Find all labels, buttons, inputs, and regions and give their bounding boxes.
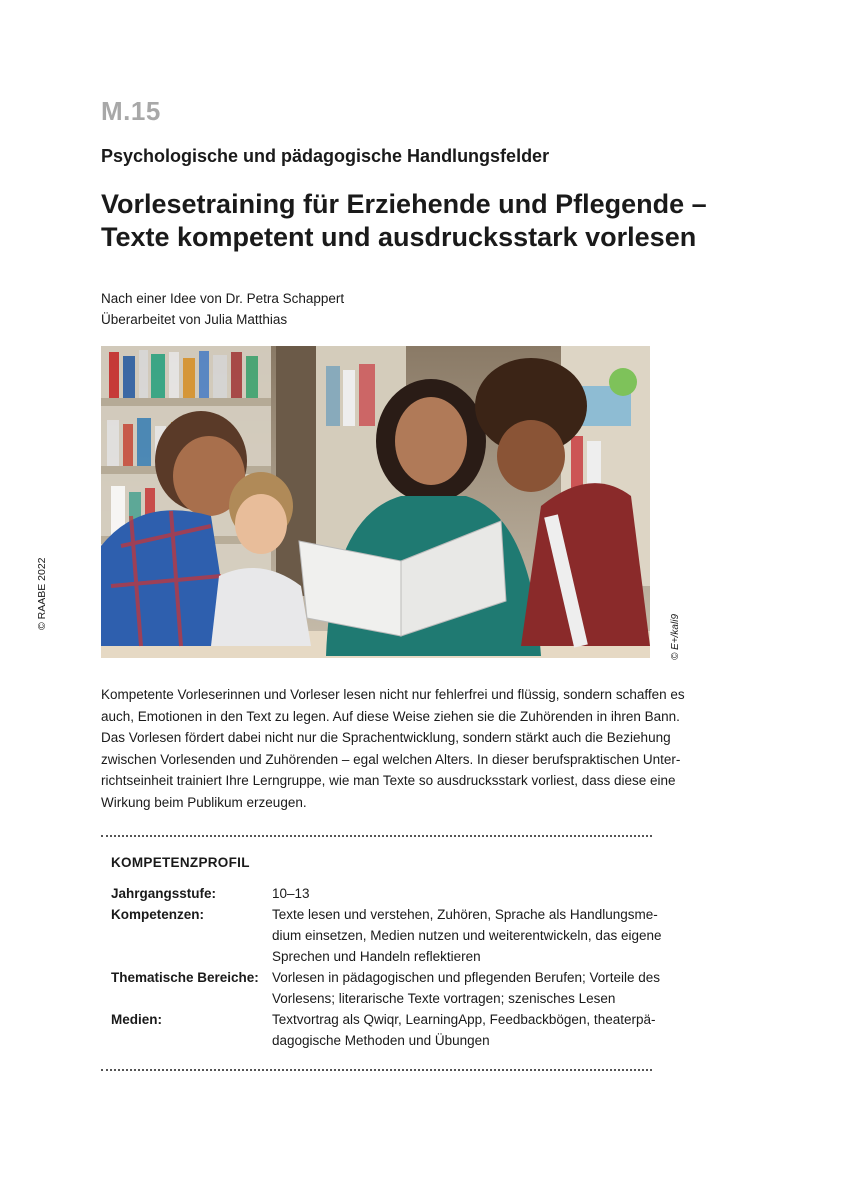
profile-value-line: Sprechen und Handeln reflektieren: [272, 949, 481, 964]
profile-value-line: Texte lesen und verstehen, Zuhören, Sprache als Handlungsme-: [272, 907, 658, 922]
profile-row: [111, 1009, 656, 1051]
material-code: M.15: [101, 96, 161, 126]
title-line-2: Texte kompetent und ausdrucksstark vorlesen: [101, 222, 697, 252]
profile-value-line: Vorlesens; literarische Texte vortragen; szenisches Lesen: [272, 991, 616, 1006]
idea-credit: Nach einer Idee von Dr. Petra Schappert: [101, 291, 345, 306]
profile-value: [272, 967, 661, 1009]
page-title: [101, 188, 707, 254]
profile-value: [272, 1009, 656, 1051]
series-heading: Psychologische und pädagogische Handlungsfelder: [101, 146, 550, 166]
profile-value-line: dium einsetzen, Medien nutzen und weiterentwickeln, das eigene: [272, 928, 662, 943]
author-credits: [101, 288, 344, 330]
profile-row: [111, 904, 662, 967]
profile-value-line: 10–13: [272, 886, 310, 901]
profile-value: [272, 904, 662, 967]
profile-value: [272, 883, 642, 904]
intro-line: zwischen Vorlesenden und Zuhörenden – egal welchen Alters. In dieser berufspraktischen Unter-: [101, 751, 681, 767]
profile-value-line: dagogische Methoden und Übungen: [272, 1033, 490, 1048]
intro-line: richtseinheit trainiert Ihre Lerngruppe, wie man Texte so ausdrucksstark vorliest, dass diese eine: [101, 773, 676, 789]
profile-heading: KOMPETENZPROFIL: [111, 855, 250, 870]
profile-value-line: Textvortrag als Qwiqr, LearningApp, Feedbackbögen, theaterpä-: [272, 1012, 656, 1027]
intro-line: auch, Emotionen in den Text zu legen. Auf diese Weise ziehen sie die Zuhörenden in ihren Bann.: [101, 708, 680, 724]
revision-credit: Überarbeitet von Julia Matthias: [101, 312, 288, 327]
intro-line: Kompetente Vorleserinnen und Vorleser lesen nicht nur fehlerfrei und flüssig, sondern schaffen es: [101, 687, 685, 702]
competence-profile: [111, 883, 662, 1051]
intro-line: Wirkung beim Publikum erzeugen.: [101, 794, 307, 810]
divider-top: [101, 835, 652, 837]
side-copyright: © RAABE 2022: [36, 557, 48, 630]
profile-value-line: Vorlesen in pädagogischen und pflegenden Berufen; Vorteile des: [272, 970, 661, 985]
intro-paragraph: [101, 684, 685, 814]
intro-line: Das Vorlesen fördert dabei nicht nur die Sprachentwicklung, sondern stärkt auch die Beziehung: [101, 730, 671, 746]
profile-label: Medien:: [111, 1012, 163, 1027]
title-line-1: Vorlesetraining für Erziehende und Pflegende –: [101, 189, 707, 219]
divider-bottom: [101, 1069, 652, 1071]
profile-label: Thematische Bereiche:: [111, 970, 259, 985]
cover-photo: [101, 346, 650, 658]
photo-credit: © E+/kali9: [670, 613, 681, 660]
profile-row: [111, 883, 651, 904]
profile-label: Jahrgangsstufe:: [111, 886, 217, 901]
profile-label: Kompetenzen:: [111, 907, 205, 922]
profile-row: [111, 967, 661, 1009]
